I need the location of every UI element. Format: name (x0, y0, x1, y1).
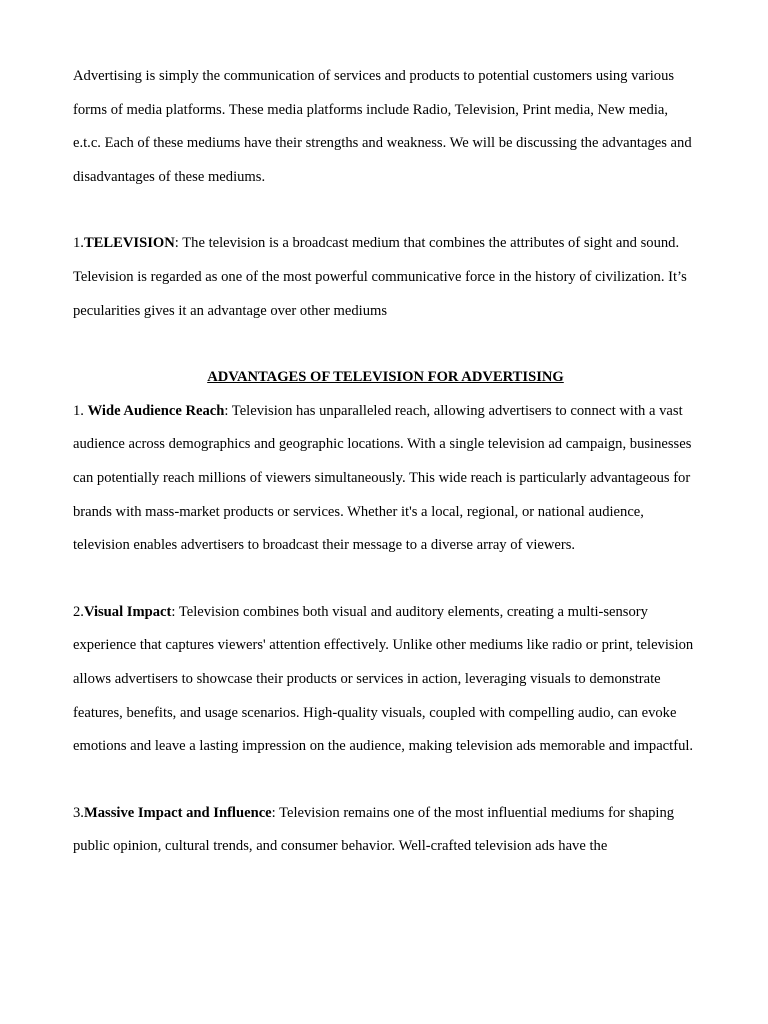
intro-paragraph: Advertising is simply the communication of services and products to potential customers using various forms of media platforms. These media platforms include Radio, Television, Print media, New media, e.t.c. Each of these mediums have their strengths and weakness. We will be discussing the advantages and disadvantages of these mediums. (73, 68, 692, 185)
document-page (73, 60, 698, 864)
point-visual-impact (73, 596, 698, 764)
television-label: TELEVISION (83, 235, 175, 252)
point-text: : Television has unparalleled reach, allowing advertisers to connect with a vast audience across demographics and geographic locations. With a single television ad campaign, businesses can potentially reach millions of viewers simultaneously. This wide reach is particularly advantageous for brands with mass-market products or services. Whether it's a local, regional, or national audience, television enables advertisers to broadcast their message to a diverse array of viewers. (73, 402, 692, 554)
point-label: Visual Impact (83, 603, 172, 620)
point-text: : Television combines both visual and auditory elements, creating a multi-sensory experience that captures viewers' attention effectively. Unlike other mediums like radio or print, television allows advertisers to showcase their products or services in action, leveraging visuals to demonstrate features, benefits, and usage scenarios. High-quality visuals, coupled with compelling audio, can evoke emotions and leave a lasting impression on the audience, making television ads memorable and impactful. (73, 603, 694, 755)
point-label: Wide Audience Reach (87, 402, 225, 419)
television-number: 1. (73, 235, 84, 252)
point-wide-audience-reach (73, 395, 698, 563)
point-label: Massive Impact and Influence (83, 804, 272, 821)
point-massive-impact (73, 797, 698, 864)
point-text: : Television remains one of the most influential mediums for shaping public opinion, cultural trends, and consumer behavior. Well-crafted television ads have the (73, 804, 675, 855)
point-number: 3. (73, 804, 84, 821)
point-number: 1. (73, 402, 88, 419)
section-heading: ADVANTAGES OF TELEVISION FOR ADVERTISING (207, 369, 564, 386)
television-text: : The television is a broadcast medium that combines the attributes of sight and sound. Television is regarded as one of the most powerful communicative force in the history of civilization. It’s pecularities gives it an advantage over other mediums (73, 235, 687, 319)
television-paragraph (73, 227, 698, 328)
point-number: 2. (73, 603, 84, 620)
